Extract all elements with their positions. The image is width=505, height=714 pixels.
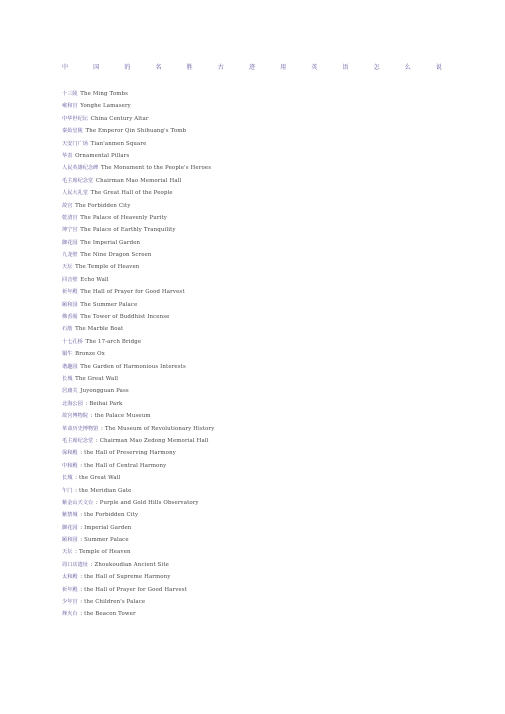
list-item (62, 410, 462, 422)
english-name: The 17-arch Bridge (85, 338, 142, 345)
english-name: : the Hall of Preserving Harmony (80, 450, 176, 457)
list-item (62, 323, 462, 335)
english-name: Bronze Ox (75, 351, 105, 358)
english-name: The Forbidden City (75, 202, 131, 209)
english-name: The Hall of Prayer for Good Harvest (80, 289, 185, 296)
chinese-name: 坤宁宫 (62, 227, 78, 234)
title-char: 英 (311, 64, 318, 71)
english-name: : the Hall of Central Harmony (80, 462, 167, 469)
chinese-name: 人民大礼堂 (62, 190, 88, 197)
chinese-name: 佛香阁 (62, 314, 78, 321)
title-char: 中 (62, 64, 69, 71)
english-name: The Marble Boat (75, 326, 124, 333)
english-name: The Tower of Buddhist Incense (80, 314, 170, 321)
chinese-name: 毛主席纪念堂 (62, 177, 94, 184)
english-name: The Garden of Harmonious Interests (80, 363, 186, 370)
chinese-name: 故宫 (62, 202, 73, 209)
chinese-name: 中华世纪坛 (62, 115, 88, 122)
chinese-name: 紫禁城 (62, 512, 78, 519)
chinese-name: 故宫博物院 (62, 413, 88, 420)
english-name: The Temple of Heaven (75, 264, 140, 271)
title-char: 说 (435, 64, 442, 71)
list-item (62, 522, 462, 534)
chinese-name: 革命历史博物馆 (62, 425, 99, 432)
list-item (62, 299, 462, 311)
title-char: 名 (155, 64, 162, 71)
chinese-name: 铜牛 (62, 351, 73, 358)
title-char: 古 (217, 64, 224, 71)
chinese-name: 秦始皇陵 (62, 128, 83, 135)
list-item (62, 472, 462, 484)
english-name: The Great Wall (75, 375, 119, 382)
list-item (62, 261, 462, 273)
list-item (62, 509, 462, 521)
list-item (62, 88, 462, 100)
english-name: The Monument to the People's Heroes (101, 165, 212, 172)
list-item (62, 447, 462, 459)
list-item (62, 286, 462, 298)
chinese-name: 天坛 (62, 549, 73, 556)
english-name: The Summer Palace (80, 301, 138, 308)
english-name: Tian'anmen Square (90, 140, 147, 147)
english-name: : the Hall of Supreme Harmony (80, 574, 171, 581)
english-name: Chairman Mao Memorial Hall (95, 177, 182, 184)
chinese-name: 颐和园 (62, 301, 78, 308)
list-item (62, 584, 462, 596)
english-name: : the Meridian Gate (75, 487, 132, 494)
english-name: : Beihai Park (85, 400, 123, 407)
list-item (62, 113, 462, 125)
list-item (62, 596, 462, 608)
list-item (62, 274, 462, 286)
list-item (62, 348, 462, 360)
title-char: 语 (342, 64, 349, 71)
chinese-name: 天坛 (62, 264, 73, 271)
list-item (62, 336, 462, 348)
page-title (62, 62, 442, 71)
chinese-name: 周口店遗址 (62, 561, 88, 568)
chinese-name: 太和殿 (62, 574, 78, 581)
chinese-name: 十七孔桥 (62, 338, 83, 345)
chinese-name: 祈年殿 (62, 289, 78, 296)
list-item (62, 187, 462, 199)
place-name-list (62, 88, 462, 621)
english-name: Echo Wall (80, 276, 109, 283)
chinese-name: 雍和宫 (62, 103, 78, 110)
title-char: 么 (404, 64, 411, 71)
chinese-name: 谐趣园 (62, 363, 78, 370)
list-item (62, 534, 462, 546)
chinese-name: 少年宫 (62, 599, 78, 606)
english-name: : The Museum of Revolutionary History (101, 425, 215, 432)
list-item (62, 249, 462, 261)
list-item (62, 100, 462, 112)
title-char: 用 (280, 64, 287, 71)
chinese-name: 毛主席纪念堂 (62, 437, 94, 444)
chinese-name: 华表 (62, 152, 73, 159)
english-name: The Ming Tombs (80, 91, 128, 97)
list-item (62, 497, 462, 509)
list-item (62, 150, 462, 162)
chinese-name: 人民英雄纪念碑 (62, 165, 99, 172)
chinese-name: 长城 (62, 375, 73, 382)
chinese-name: 颐和园 (62, 537, 78, 544)
english-name: : the Beacon Tower (80, 611, 136, 618)
english-name: : Purple and Gold Hills Observatory (95, 499, 199, 506)
list-item (62, 361, 462, 373)
list-item (62, 559, 462, 571)
english-name: Ornamental Pillars (75, 152, 130, 159)
chinese-name: 回音壁 (62, 276, 78, 283)
chinese-name: 乾清宫 (62, 214, 78, 221)
english-name: : Chairman Mao Zedong Memorial Hall (95, 437, 209, 444)
english-name: The Great Hall of the People (90, 190, 173, 197)
english-name: China Century Altar (90, 115, 149, 122)
chinese-name: 北海公园 (62, 400, 83, 407)
english-name: Juyongguan Pass (80, 388, 129, 395)
list-item (62, 311, 462, 323)
english-name: : the Hall of Prayer for Good Harvest (80, 586, 188, 593)
english-name: The Imperial Garden (80, 239, 141, 246)
chinese-name: 十三陵 (62, 91, 78, 97)
chinese-name: 天安门广场 (62, 140, 88, 147)
english-name: The Nine Dragon Screen (80, 252, 152, 259)
list-item (62, 485, 462, 497)
title-char: 怎 (373, 64, 380, 71)
list-item (62, 373, 462, 385)
english-name: : Zhoukoudian Ancient Site (90, 561, 170, 568)
chinese-name: 御花园 (62, 524, 78, 531)
chinese-name: 居庸关 (62, 388, 78, 395)
list-item (62, 224, 462, 236)
chinese-name: 紫金山天文台 (62, 499, 94, 506)
list-item (62, 571, 462, 583)
list-item (62, 200, 462, 212)
english-name: The Palace of Earthly Tranquility (80, 227, 176, 234)
chinese-name: 烽火台 (62, 611, 78, 618)
english-name: Yonghe Lamasery (80, 103, 131, 110)
chinese-name: 长城 (62, 475, 73, 482)
english-name: : the Children's Palace (80, 599, 146, 606)
english-name: The Palace of Heavenly Purity (80, 214, 167, 221)
chinese-name: 午门 (62, 487, 73, 494)
english-name: : Imperial Garden (80, 524, 132, 531)
title-char: 迹 (248, 64, 255, 71)
list-item (62, 546, 462, 558)
list-item (62, 460, 462, 472)
list-item (62, 435, 462, 447)
english-name: : the Palace Museum (90, 413, 151, 420)
list-item (62, 175, 462, 187)
title-char: 国 (93, 64, 100, 71)
english-name: : the Forbidden City (80, 512, 139, 519)
chinese-name: 九龙壁 (62, 252, 78, 259)
title-char: 的 (124, 64, 131, 71)
list-item (62, 212, 462, 224)
list-item (62, 608, 462, 620)
chinese-name: 祈年殿 (62, 586, 78, 593)
chinese-name: 保和殿 (62, 450, 78, 457)
chinese-name: 御花园 (62, 239, 78, 246)
list-item (62, 398, 462, 410)
title-char: 胜 (186, 64, 193, 71)
list-item (62, 385, 462, 397)
chinese-name: 中和殿 (62, 462, 78, 469)
english-name: The Emperor Qin Shihuang's Tomb (85, 128, 187, 135)
list-item (62, 138, 462, 150)
english-name: : the Great Wall (75, 475, 121, 482)
list-item (62, 237, 462, 249)
list-item (62, 162, 462, 174)
list-item (62, 423, 462, 435)
english-name: : Temple of Heaven (75, 549, 131, 556)
english-name: : Summer Palace (80, 537, 129, 544)
chinese-name: 石舫 (62, 326, 73, 333)
list-item (62, 125, 462, 137)
